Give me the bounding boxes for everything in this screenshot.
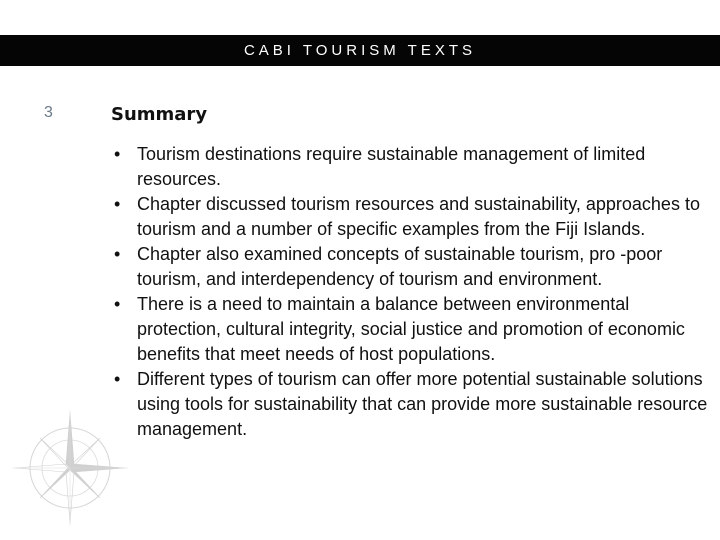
bullet-item [112, 367, 712, 442]
header-banner [0, 35, 720, 66]
bullet-text: Chapter also examined concepts of sustainable tourism, pro -poor tourism, and interdependency of tourism and environment. [137, 244, 663, 289]
banner-text: CABI TOURISM TEXTS [243, 42, 477, 59]
bullet-item [112, 142, 712, 192]
bullet-icon: • [114, 369, 121, 389]
bullet-text: Chapter discussed tourism resources and sustainability, approaches to tourism and a number of specific examples from the Fiji Islands. [137, 194, 700, 239]
bullet-icon: • [114, 144, 121, 164]
bullet-icon: • [114, 194, 121, 214]
bullet-text: Different types of tourism can offer more potential sustainable solutions using tools for sustainability that can provide more sustainable resource management. [137, 369, 708, 439]
slide-title: Summary [111, 104, 208, 125]
summary-bullet-list [112, 142, 712, 442]
compass-rose-icon [10, 408, 130, 528]
bullet-icon: • [114, 244, 121, 264]
bullet-item [112, 292, 712, 367]
bullet-text: Tourism destinations require sustainable management of limited resources. [137, 144, 646, 189]
bullet-item [112, 242, 712, 292]
bullet-text: There is a need to maintain a balance between environmental protection, cultural integrity, social justice and promotion of economic benefits that meet needs of host populations. [137, 294, 685, 364]
slide-number: 3 [44, 104, 53, 121]
bullet-icon: • [114, 294, 121, 314]
bullet-item [112, 192, 712, 242]
